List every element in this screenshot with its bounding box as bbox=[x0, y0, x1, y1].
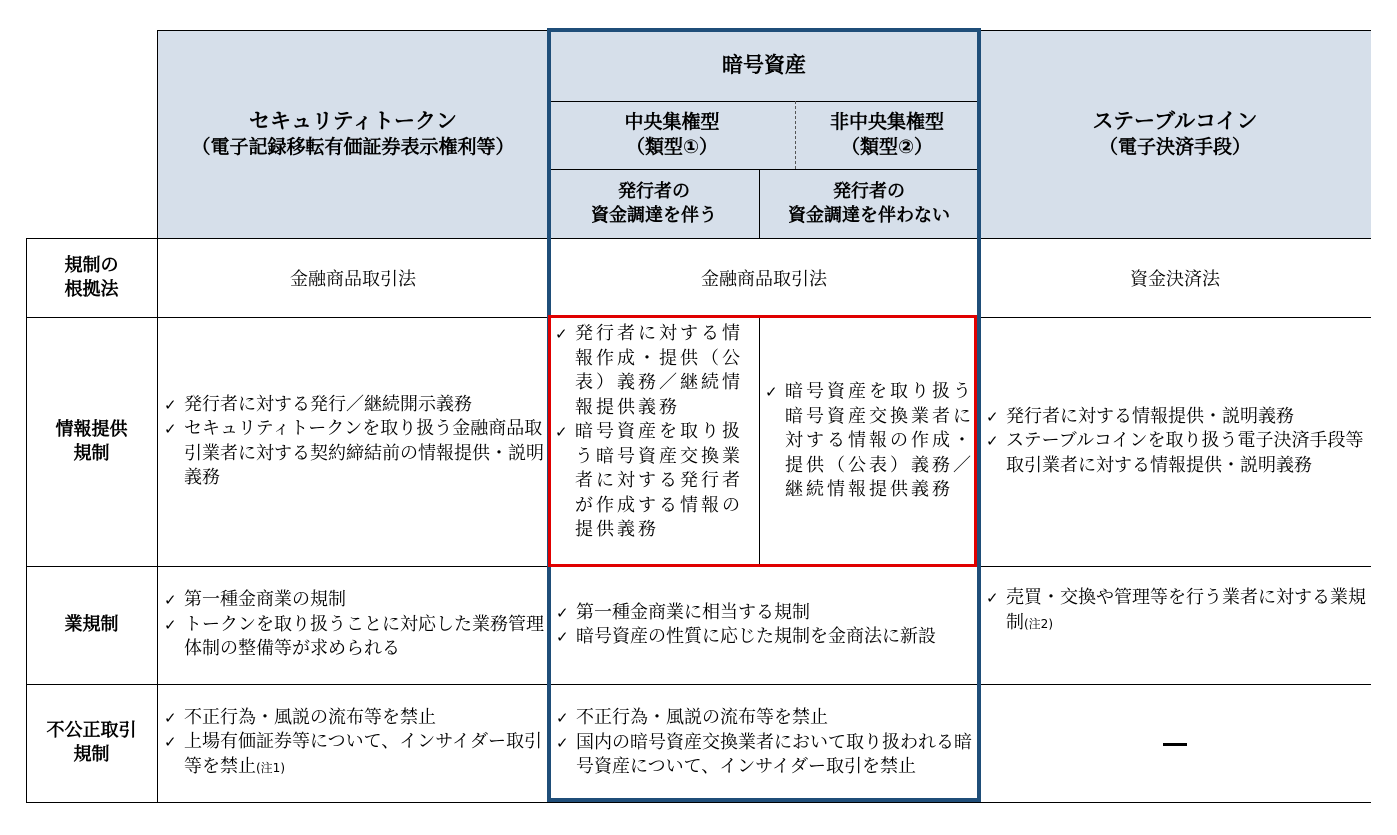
row-label-basis-law: 規制の 根拠法 bbox=[64, 254, 119, 300]
list-item: ✓ 暗号資産を取り扱う暗号資産交換業者に対する発行者が作成する情報の提供義務 bbox=[553, 420, 757, 543]
header-stablecoin bbox=[979, 30, 1371, 238]
stablecoin-title: ステーブルコイン bbox=[1092, 109, 1258, 133]
list-item: ✓ 第一種金商業の規制 bbox=[162, 588, 546, 613]
header-security-token bbox=[157, 30, 549, 238]
header-crypto-decentralized: 非中央集権型 （類型②） bbox=[829, 111, 944, 158]
list-item: ✓ ステーブルコインを取り扱う電子決済手段等取引業者に対する情報提供・説明義務 bbox=[984, 429, 1368, 478]
security-token-subtitle: （電子記録移転有価証券表示権利等） bbox=[191, 136, 515, 158]
unfair-trading-security-token bbox=[162, 684, 546, 802]
list-item: ✓ 暗号資産の性質に応じた規制を金商法に新設 bbox=[554, 625, 936, 650]
list-item: ✓ 不正行為・風説の流布等を禁止 bbox=[162, 706, 546, 731]
list-item: ✓ 発行者に対する情報作成・提供（公表）義務／継続情報提供義務 bbox=[553, 322, 757, 420]
list-item: ✓ 上場有価証券等について、インサイダー取引等を禁止(注1) bbox=[162, 730, 546, 780]
list-item: ✓ 発行者に対する情報提供・説明義務 bbox=[984, 405, 1368, 430]
list-item: ✓ 売買・交換や管理等を行う業者に対する業規制(注2) bbox=[984, 586, 1368, 636]
footnote-ref: (注2) bbox=[1024, 616, 1053, 631]
header-crypto-centralized: 中央集権型 （類型①） bbox=[624, 111, 720, 158]
stablecoin-subtitle: （電子決済手段） bbox=[1098, 136, 1251, 158]
business-security-token bbox=[162, 566, 546, 684]
business-stablecoin bbox=[984, 586, 1368, 676]
basis-law-security-token: 金融商品取引法 bbox=[290, 268, 416, 290]
grid-line bbox=[157, 238, 158, 802]
list-item: ✓ セキュリティトークンを取り扱う金融商品取引業者に対する契約締結前の情報提供・説明義務 bbox=[162, 417, 546, 491]
basis-law-stablecoin: 資金決済法 bbox=[1130, 268, 1220, 290]
footnote-ref: (注1) bbox=[256, 760, 285, 775]
disclosure-stablecoin bbox=[984, 317, 1368, 566]
basis-law-crypto: 金融商品取引法 bbox=[701, 268, 827, 290]
list-item: ✓ 国内の暗号資産交換業者において取り扱われる暗号資産について、インサイダー取引を禁止 bbox=[554, 731, 974, 780]
list-item: ✓ 暗号資産を取り扱う暗号資産交換業者に対する情報の作成・提供（公表）義務／継続情報提供義務 bbox=[763, 380, 975, 503]
list-item: ✓ 第一種金商業に相当する規制 bbox=[554, 601, 936, 626]
header-crypto-without-funding: 発行者の 資金調達を伴わない bbox=[788, 180, 950, 226]
row-label-business: 業規制 bbox=[64, 614, 119, 635]
disclosure-highlight-frame bbox=[548, 315, 977, 567]
header-crypto-with-funding: 発行者の 資金調達を伴う bbox=[591, 180, 717, 226]
list-item: ✓ 発行者に対する発行／継続開示義務 bbox=[162, 393, 546, 418]
row-label-disclosure: 情報提供 規制 bbox=[55, 418, 128, 464]
list-item: ✓ トークンを取り扱うことに対応した業務管理体制の整備等が求められる bbox=[162, 613, 546, 662]
list-item: ✓ 不正行為・風説の流布等を禁止 bbox=[554, 706, 974, 731]
header-crypto-title: 暗号資産 bbox=[722, 53, 806, 77]
grid-line bbox=[26, 802, 1371, 803]
row-label-unfair-trading: 不公正取引 規制 bbox=[46, 720, 137, 765]
unfair-trading-stablecoin: ― bbox=[1163, 729, 1187, 757]
disclosure-security-token bbox=[162, 317, 546, 566]
security-token-title: セキュリティトークン bbox=[249, 109, 457, 133]
